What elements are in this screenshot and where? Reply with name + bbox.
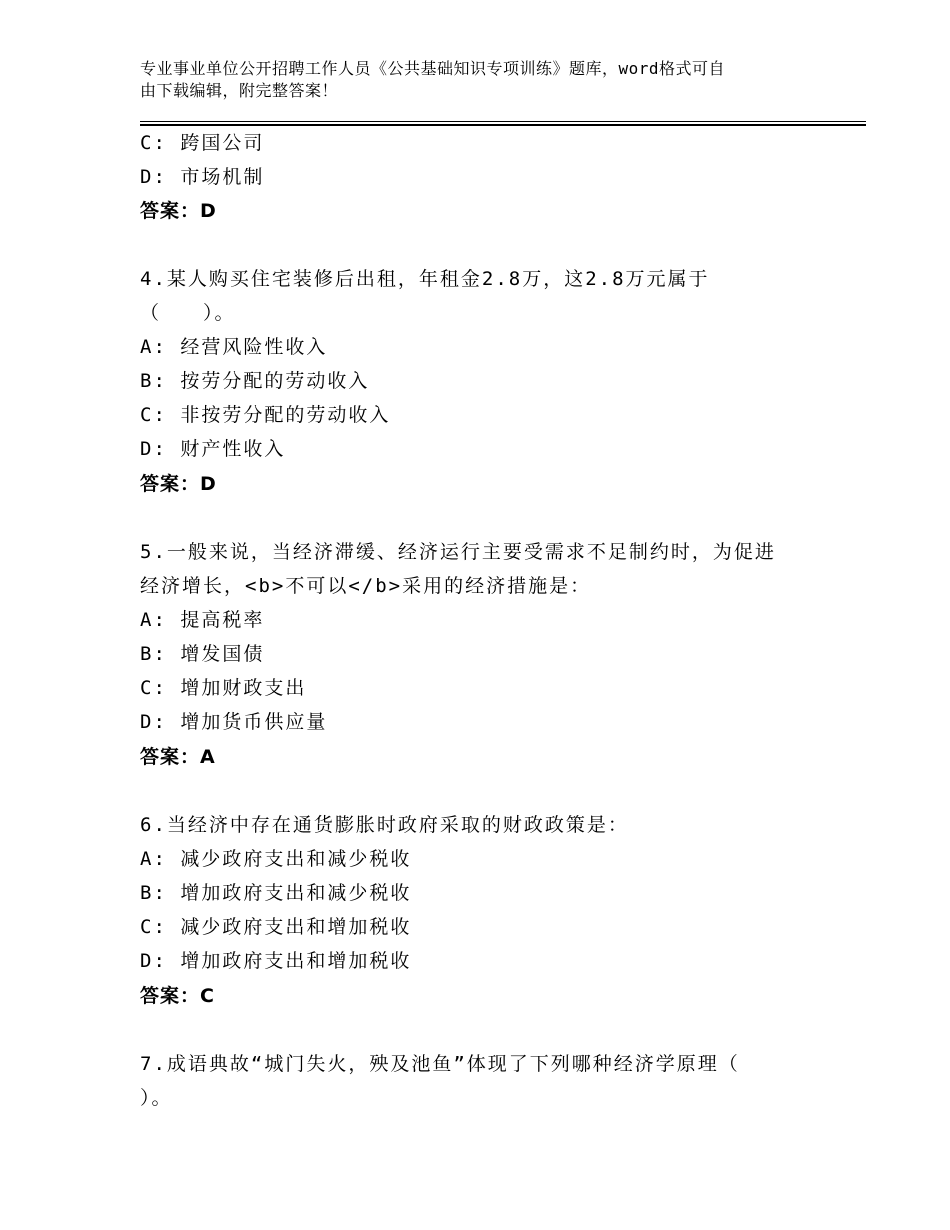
option-b: B: 增发国债	[140, 643, 265, 665]
answer-line: 答案：A	[140, 746, 216, 768]
option-d: D: 增加政府支出和增加税收	[140, 950, 412, 972]
question-stem-line: 经济增长，<b>不可以</b>采用的经济措施是：	[140, 575, 592, 597]
header-line-2: 由下载编辑，附完整答案！	[140, 81, 339, 100]
option-c: C: 减少政府支出和增加税收	[140, 916, 412, 938]
answer-line: 答案：D	[140, 200, 217, 222]
question-stem-line: 5.一般来说，当经济滞缓、经济运行主要受需求不足制约时，为促进	[140, 541, 776, 563]
option-d: D: 财产性收入	[140, 438, 286, 460]
question-stem-line: ）。	[140, 1087, 173, 1109]
option-d: D: 增加货币供应量	[140, 711, 328, 733]
option-c: C: 非按劳分配的劳动收入	[140, 404, 391, 426]
question-stem-line: 7.成语典故“城门失火，殃及池鱼”体现了下列哪种经济学原理（	[140, 1053, 740, 1075]
question-stem-line: 4.某人购买住宅装修后出租，年租金2.8万，这2.8万元属于	[140, 268, 710, 290]
header-divider-thick	[140, 124, 866, 126]
option-d: D: 市场机制	[140, 166, 265, 188]
question-stem-line: 6.当经济中存在通货膨胀时政府采取的财政政策是：	[140, 814, 629, 836]
question-stem-line: （ ）。	[140, 302, 236, 324]
header-line-1: 专业事业单位公开招聘工作人员《公共基础知识专项训练》题库，word格式可自	[140, 59, 726, 78]
document-header	[140, 58, 820, 102]
option-c: C: 跨国公司	[140, 132, 265, 154]
answer-line: 答案：C	[140, 985, 215, 1007]
option-b: B: 按劳分配的劳动收入	[140, 370, 370, 392]
option-c: C: 增加财政支出	[140, 677, 307, 699]
option-a: A: 经营风险性收入	[140, 336, 328, 358]
answer-line: 答案：D	[140, 473, 217, 495]
option-a: A: 减少政府支出和减少税收	[140, 848, 412, 870]
option-a: A: 提高税率	[140, 609, 265, 631]
option-b: B: 增加政府支出和减少税收	[140, 882, 412, 904]
header-divider-thin	[140, 121, 866, 122]
